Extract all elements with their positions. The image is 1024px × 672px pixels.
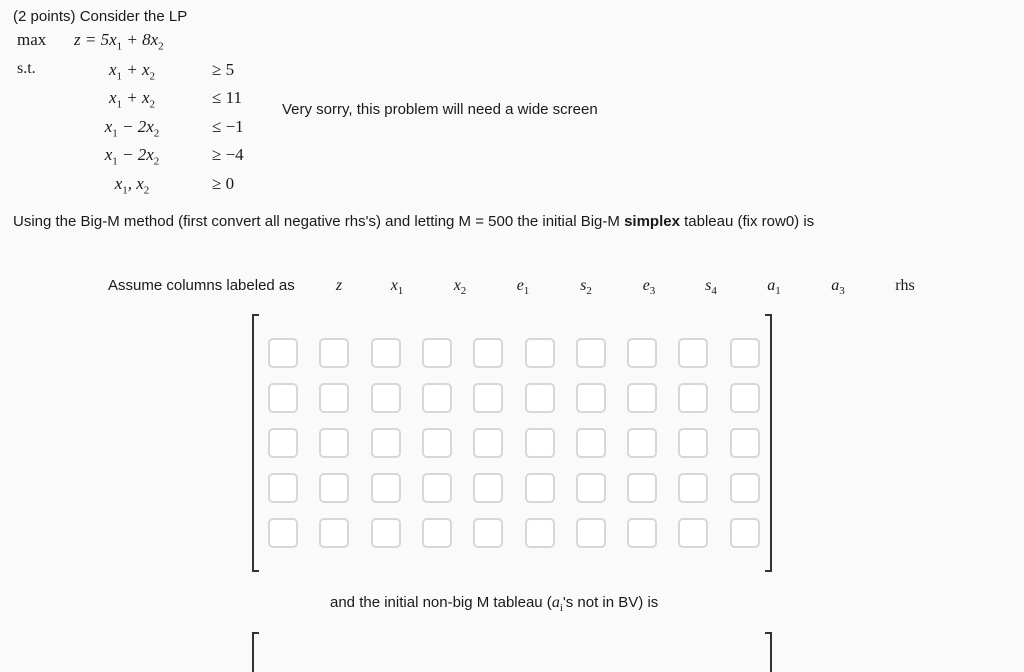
tableau-cell-r0-c5[interactable]: [525, 338, 555, 368]
tableau-cell-r1-c5[interactable]: [525, 383, 555, 413]
tableau-cell-r3-c7[interactable]: [627, 473, 657, 503]
instruction-text: [13, 213, 814, 230]
column-header: $e_1$: [516, 277, 530, 298]
tableau-cell-r3-c1[interactable]: [319, 473, 349, 503]
tableau-cell-r0-c4[interactable]: [473, 338, 503, 368]
tableau-cell-r2-c7[interactable]: [627, 428, 657, 458]
instruction-post: tableau (fix row0) is: [679, 213, 815, 230]
tableau-cell-r1-c8[interactable]: [678, 383, 708, 413]
tableau-cell-r4-c8[interactable]: [678, 518, 708, 548]
problem-header: (2 points) Consider the LP: [13, 8, 188, 25]
instruction-pre: Using the Big-M method (first convert all negative rhs's) and letting M = 500 the initial Big-M: [13, 213, 625, 230]
constraint-rhs: ≥ −4: [212, 145, 244, 164]
tableau-cell-r1-c7[interactable]: [627, 383, 657, 413]
column-header: $x_1$: [390, 277, 404, 298]
left-bracket-2: [252, 632, 259, 672]
tableau-cell-r0-c8[interactable]: [678, 338, 708, 368]
tableau-cell-r4-c0[interactable]: [268, 518, 298, 548]
tableau-cell-r1-c3[interactable]: [422, 383, 452, 413]
left-bracket: [252, 314, 259, 572]
constraint-lhs: $x_1 + x_2$: [108, 60, 156, 83]
second-label-post: 's not in BV) is: [562, 594, 659, 611]
big-m-tableau: [252, 314, 772, 572]
tableau-cell-r4-c4[interactable]: [473, 518, 503, 548]
tableau-cell-r2-c4[interactable]: [473, 428, 503, 458]
tableau-cell-r1-c9[interactable]: [730, 383, 760, 413]
tableau-cell-r4-c3[interactable]: [422, 518, 452, 548]
tableau-cell-r3-c2[interactable]: [371, 473, 401, 503]
tableau-cell-r1-c0[interactable]: [268, 383, 298, 413]
tableau-cell-r4-c2[interactable]: [371, 518, 401, 548]
constraint-lhs: $x_1 + x_2$: [108, 88, 156, 111]
tableau-cell-r4-c5[interactable]: [525, 518, 555, 548]
tableau-cell-r0-c0[interactable]: [268, 338, 298, 368]
tableau-cell-r3-c0[interactable]: [268, 473, 298, 503]
tableau-cell-r2-c8[interactable]: [678, 428, 708, 458]
tableau-cell-r2-c6[interactable]: [576, 428, 606, 458]
constraint-rhs: ≤ 11: [212, 88, 242, 107]
tableau-cell-r3-c3[interactable]: [422, 473, 452, 503]
column-header: $a_3$: [831, 277, 845, 298]
column-header: $e_3$: [642, 277, 656, 298]
tableau-cell-r3-c9[interactable]: [730, 473, 760, 503]
tableau-cell-r1-c1[interactable]: [319, 383, 349, 413]
wide-screen-note: Very sorry, this problem will need a wide screen: [282, 101, 598, 118]
constraint-rhs: ≤ −1: [212, 117, 244, 136]
tableau-cell-r2-c3[interactable]: [422, 428, 452, 458]
columns-label: Assume columns labeled as: [108, 277, 295, 294]
tableau-cell-r2-c9[interactable]: [730, 428, 760, 458]
objective-expression: $z = 5x_1 + 8x_2$: [74, 30, 164, 53]
tableau-cell-r2-c5[interactable]: [525, 428, 555, 458]
st-label: s.t.: [17, 60, 36, 77]
right-bracket-2: [765, 632, 772, 672]
column-header: $a_1$: [767, 277, 781, 298]
tableau-cell-r4-c1[interactable]: [319, 518, 349, 548]
tableau-cell-r3-c5[interactable]: [525, 473, 555, 503]
column-header: $s_4$: [705, 277, 717, 298]
tableau-cell-r0-c3[interactable]: [422, 338, 452, 368]
tableau-cell-r0-c6[interactable]: [576, 338, 606, 368]
constraint-lhs: $x_1 - 2x_2$: [104, 145, 160, 168]
right-bracket: [765, 314, 772, 572]
second-tableau-label: [330, 594, 658, 614]
column-header: $x_2$: [453, 277, 467, 298]
tableau-cell-r0-c1[interactable]: [319, 338, 349, 368]
column-header: rhs: [895, 277, 915, 294]
tableau-cell-r2-c0[interactable]: [268, 428, 298, 458]
tableau-cell-r0-c2[interactable]: [371, 338, 401, 368]
constraint-lhs: $x_1$, $x_2$: [114, 174, 150, 197]
tableau-cell-r1-c4[interactable]: [473, 383, 503, 413]
second-label-math: $a_i$: [551, 594, 563, 615]
column-header: z: [335, 277, 343, 294]
tableau-cell-r3-c4[interactable]: [473, 473, 503, 503]
constraint-rhs: ≥ 0: [212, 174, 235, 193]
tableau-cell-r1-c6[interactable]: [576, 383, 606, 413]
tableau-cell-r3-c8[interactable]: [678, 473, 708, 503]
tableau-cell-r2-c2[interactable]: [371, 428, 401, 458]
column-header: $s_2$: [580, 277, 592, 298]
constraint-lhs: $x_1 - 2x_2$: [104, 117, 160, 140]
tableau-cell-r4-c7[interactable]: [627, 518, 657, 548]
tableau-cell-r0-c7[interactable]: [627, 338, 657, 368]
tableau-cell-r1-c2[interactable]: [371, 383, 401, 413]
instruction-bold: simplex: [624, 213, 680, 230]
tableau-cell-r4-c6[interactable]: [576, 518, 606, 548]
second-label-pre: and the initial non-big M tableau (: [330, 594, 552, 611]
tableau-cell-r4-c9[interactable]: [730, 518, 760, 548]
non-big-m-tableau: [252, 632, 772, 672]
tableau-cell-r3-c6[interactable]: [576, 473, 606, 503]
tableau-cell-r2-c1[interactable]: [319, 428, 349, 458]
objective-label: max: [17, 30, 47, 49]
constraint-rhs: ≥ 5: [212, 60, 235, 79]
tableau-cell-r0-c9[interactable]: [730, 338, 760, 368]
